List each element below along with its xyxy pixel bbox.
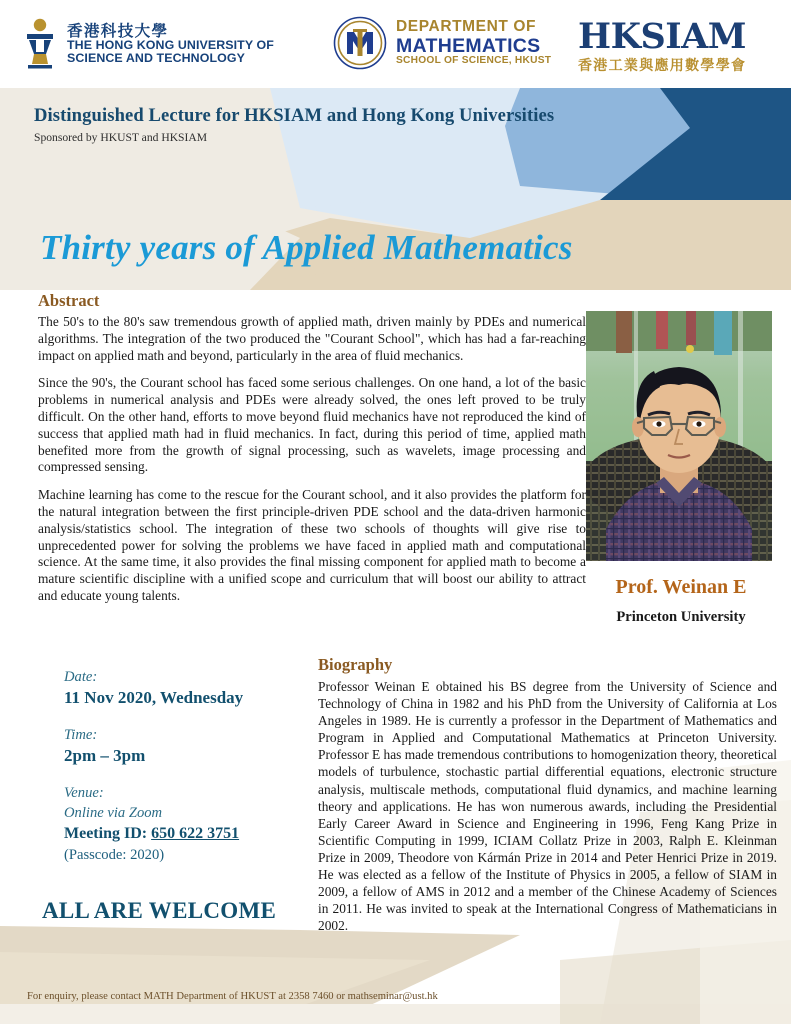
hksiam-logo	[578, 16, 747, 75]
speaker-photo	[586, 311, 772, 561]
math-department-seal-icon	[333, 16, 387, 70]
spacer	[64, 767, 314, 784]
abstract-paragraph-3: Machine learning has come to the rescue for the Courant school, and it also provides the platform for the natural integration between the first principle-driven PDE school and the data-driven harmonic analysis/statistics school. The integration of these two schools of thoughts will give rise to unprecedented power for solving the problems we have faced in applied math and computational science. At the same time, it also provides the final missing component for applied math to become a mature scientific discipline with a unified scope and curriculum that will boost our ability to attract and educate young talents.	[38, 487, 586, 603]
math-logo-line2: MATHEMATICS	[396, 34, 541, 57]
date-value: 11 Nov 2020, Wednesday	[64, 688, 244, 707]
footer-enquiry: For enquiry, please contact MATH Department of HKUST at 2358 7460 or mathseminar@ust.hk	[27, 991, 438, 1002]
time-value: 2pm – 3pm	[64, 746, 146, 765]
hkust-crest-icon	[22, 18, 58, 70]
biography-text: Professor Weinan E obtained his BS degree from the University of Science and Technology of China in 1982 and his PhD from the University of California at Los Angeles in 1989. He is currently a professor in the Department of Mathematics and Program in Applied and Computational Mathematics at Princeton University. Professor E has made tremendous contributions to homogenization theory, theoretical models of turbulence, stochastic partial differential equations, electronic structure analysis, multiscale methods, computational fluid dynamics, and machine learning theory and applications. He has won numerous awards, including the Presidential Early Career Award in Science and Engineering in 1996, Feng Kang Prize in Scientific Computing in 1999, ICIAM Collatz Prize in 2003, Ralph E. Kleinman Prize in 2009, Theodore von Kármán Prize in 2014 and Peter Henrici Prize in 2019. He was elected as a fellow of the Institute of Physics in 2005, a fellow of SIAM in 2009, a fellow of AMS in 2012 and a member of the Chinese Academy of Sciences in 2011. He was invited to speak at the International Congress of Mathematicians in 2002.	[318, 679, 777, 934]
meeting-id-value[interactable]: 650 622 3751	[151, 825, 240, 842]
hksiam-logo-english: HKSIAM	[578, 16, 747, 57]
hkust-logo-english-line2: SCIENCE AND TECHNOLOGY	[67, 51, 245, 66]
logo-bar	[0, 0, 791, 88]
event-details	[64, 668, 314, 866]
all-are-welcome: ALL ARE WELCOME	[42, 898, 277, 923]
hkust-logo-chinese: 香港科技大學	[67, 22, 169, 41]
hksiam-logo-chinese: 香港工業與應用數學學會	[578, 58, 747, 75]
date-label: Date:	[64, 669, 98, 685]
spacer	[64, 709, 314, 726]
venue-value: Online via Zoom	[64, 805, 163, 821]
abstract-paragraph-2: Since the 90's, the Courant school has faced some serious challenges. On one hand, a lot of the basic problems in numerical analysis and PDEs were already solved, the ones left proved to be truly difficult. On the other hand, efforts to move beyond fluid mechanics have not reproduced the kind of success that applied math had in fluid mechanics. In fact, during this period of time, applied math benefited more from the growth of signal processing, such as wavelets, image processing and compressed sensing.	[38, 375, 586, 475]
biography-section	[318, 655, 777, 934]
math-department-logo	[333, 16, 551, 70]
hkust-logo	[22, 18, 274, 70]
venue-label: Venue:	[64, 785, 104, 801]
band-subtitle: Sponsored by HKUST and HKSIAM	[34, 131, 208, 144]
abstract-section	[38, 291, 586, 616]
meeting-id-line[interactable]	[64, 823, 314, 845]
passcode-value: (Passcode: 2020)	[64, 847, 165, 863]
math-logo-line1: DEPARTMENT OF	[396, 18, 537, 36]
speaker-affiliation: Princeton University	[616, 609, 746, 625]
lecture-title: Thirty years of Applied Mathematics	[40, 228, 573, 267]
hkust-logo-english-line1: THE HONG KONG UNIVERSITY OF	[67, 38, 274, 53]
abstract-paragraph-1: The 50's to the 80's saw tremendous growth of applied math, driven mainly by PDEs and numerical algorithms. The integration of the two produced the "Courant School", which has had a far-reaching impact on applied math and beyond, particularly in the area of fluid mechanics.	[38, 314, 586, 363]
biography-heading: Biography	[318, 655, 393, 674]
band-title: Distinguished Lecture for HKSIAM and Hong Kong Universities	[34, 105, 555, 126]
abstract-heading: Abstract	[38, 291, 100, 310]
meeting-id-label: Meeting ID:	[64, 825, 148, 842]
speaker-name: Prof. Weinan E	[615, 576, 747, 598]
time-label: Time:	[64, 727, 98, 743]
math-logo-line3: SCHOOL OF SCIENCE, HKUST	[396, 55, 552, 67]
header-band	[0, 88, 791, 290]
